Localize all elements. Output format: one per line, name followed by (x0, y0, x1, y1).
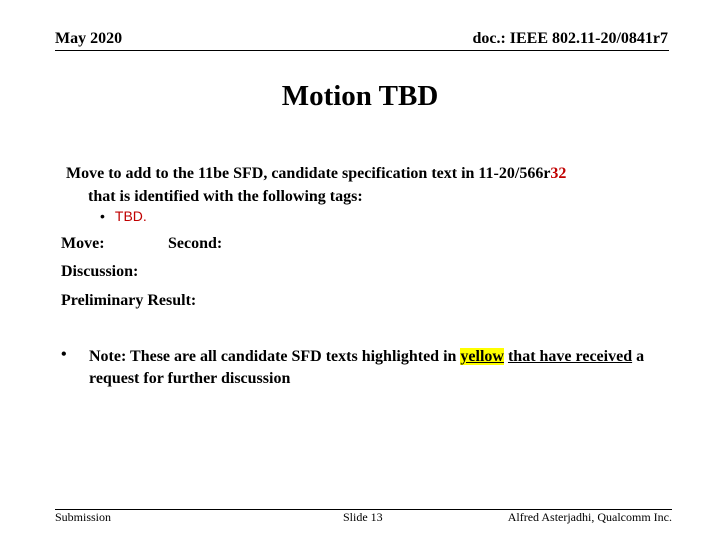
footer-submission: Submission (55, 510, 112, 524)
motion-line2: that is identified with the following tags: (88, 188, 363, 205)
preliminary-result-label: Preliminary Result: (61, 292, 197, 309)
note-prefix: Note: These are all candidate SFD texts highlighted in (89, 348, 461, 365)
tag-text: TBD. (114, 208, 147, 224)
note-suffix: a request for further discussion (89, 348, 645, 387)
note-underlined: that have received (507, 348, 633, 365)
second-label: Second: (168, 235, 223, 252)
header-doc-id: doc.: IEEE 802.11-20/0841r7 (472, 30, 668, 47)
footer-author: Alfred Asterjadhi, Qualcomm Inc. (507, 510, 672, 524)
header-divider (55, 50, 669, 51)
slide-title: Motion TBD (281, 80, 439, 112)
discussion-label: Discussion: (61, 263, 139, 280)
header-date: May 2020 (55, 30, 123, 47)
tag-item (100, 208, 147, 224)
footer-slide-number: Slide 13 (343, 510, 383, 524)
note-bullet-icon: • (61, 346, 67, 363)
motion-revision: 32 (550, 165, 567, 182)
bullet-icon: • (100, 208, 105, 224)
note-highlight: yellow (460, 348, 504, 365)
motion-line1-prefix: Move to add to the 11be SFD, candidate specification text in 11-20/566r (66, 165, 551, 182)
move-label: Move: (61, 235, 105, 252)
note-text (89, 346, 669, 390)
motion-text (66, 162, 666, 208)
